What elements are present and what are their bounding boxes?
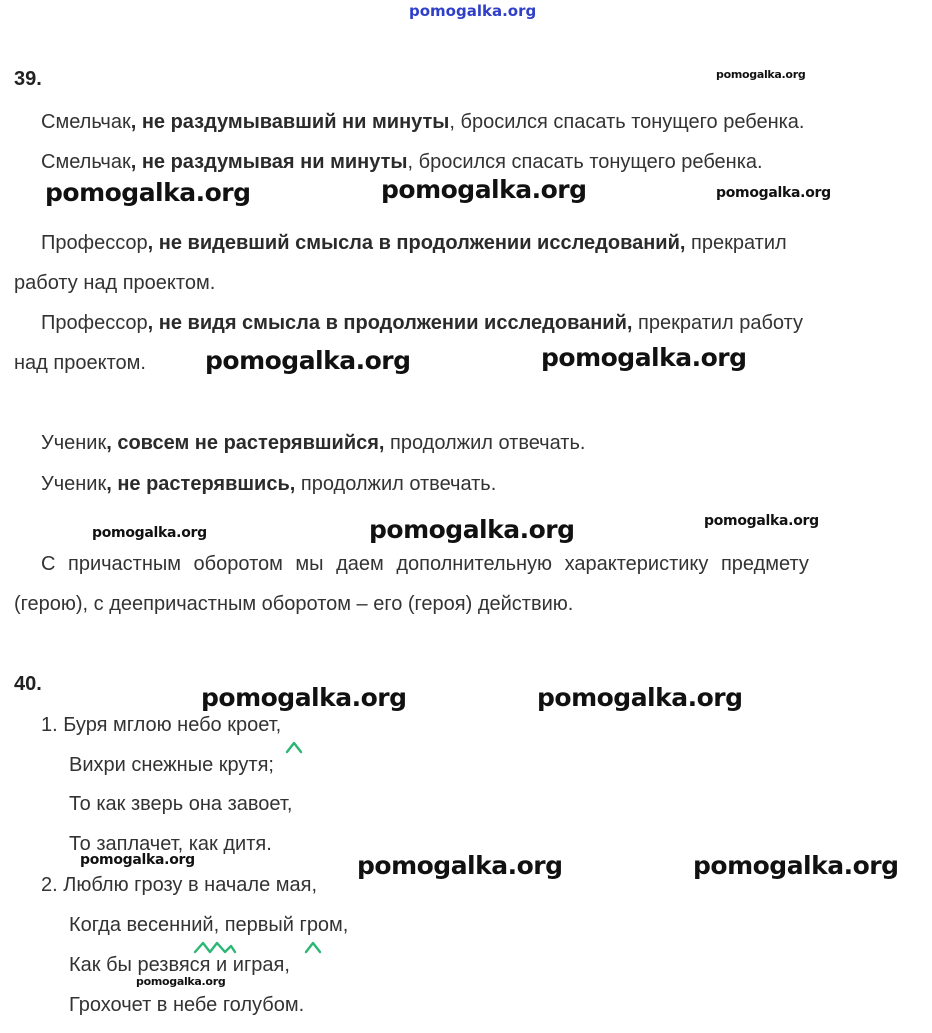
- sentence-2-gerund: Профессор, не видя смысла в продолжении исследований, прекратил работу: [41, 312, 803, 334]
- task-number-39: 39.: [14, 68, 42, 90]
- conclusion-line-1: С причастным оборотом мы даем дополнительную характеристику предмету: [41, 553, 809, 575]
- conclusion-line-2: (герою), с деепричастным оборотом – его (героя) действию.: [14, 593, 574, 615]
- sentence-3-gerund: Ученик, не растерявшись, продолжил отвечать.: [41, 473, 497, 495]
- poem-2-line-2: Когда весенний, первый гром,: [69, 914, 349, 936]
- poem-1-line-2: Вихри снежные крутя;: [69, 754, 274, 776]
- poem-2-line-3: Как бы резвяся и играя,: [69, 954, 290, 976]
- sentence-2-gerund-cont: над проектом.: [14, 352, 146, 374]
- sentence-1-participle: Смельчак, не раздумывавший ни минуты, бросился спасать тонущего ребенка.: [41, 111, 805, 133]
- poem-1-line-3: То как зверь она завоет,: [69, 793, 293, 815]
- watermark: pomogalka.org: [369, 515, 575, 544]
- watermark-top: pomogalka.org: [409, 2, 537, 20]
- watermark: pomogalka.org: [92, 525, 207, 541]
- watermark: pomogalka.org: [541, 343, 747, 372]
- task-number-40: 40.: [14, 673, 42, 695]
- watermark: pomogalka.org: [381, 175, 587, 204]
- sentence-3-participle: Ученик, совсем не растерявшийся, продолжил отвечать.: [41, 432, 586, 454]
- sentence-2-participle: Профессор, не видевший смысла в продолжении исследований, прекратил: [41, 232, 787, 254]
- watermark: pomogalka.org: [693, 851, 899, 880]
- watermark: pomogalka.org: [201, 683, 407, 712]
- watermark: pomogalka.org: [205, 346, 411, 375]
- sentence-2-participle-cont: работу над проектом.: [14, 272, 216, 294]
- poem-2-line-1: 2. Люблю грозу в начале мая,: [41, 874, 318, 896]
- watermark: pomogalka.org: [136, 975, 226, 988]
- watermark: pomogalka.org: [357, 851, 563, 880]
- watermark: pomogalka.org: [716, 185, 831, 201]
- watermark: pomogalka.org: [537, 683, 743, 712]
- gerund-suffix-mark: [193, 940, 237, 954]
- gerund-suffix-mark: [304, 940, 322, 954]
- watermark: pomogalka.org: [45, 178, 251, 207]
- watermark: pomogalka.org: [80, 852, 195, 868]
- poem-1-line-1: 1. Буря мглою небо кроет,: [41, 714, 282, 736]
- watermark: pomogalka.org: [716, 68, 806, 81]
- poem-2-line-4: Грохочет в небе голубом.: [69, 994, 305, 1016]
- sentence-1-gerund: Смельчак, не раздумывая ни минуты, бросился спасать тонущего ребенка.: [41, 151, 763, 173]
- poem-1-line-4: То заплачет, как дитя.: [69, 833, 272, 855]
- watermark: pomogalka.org: [704, 513, 819, 529]
- gerund-suffix-mark: [285, 740, 303, 754]
